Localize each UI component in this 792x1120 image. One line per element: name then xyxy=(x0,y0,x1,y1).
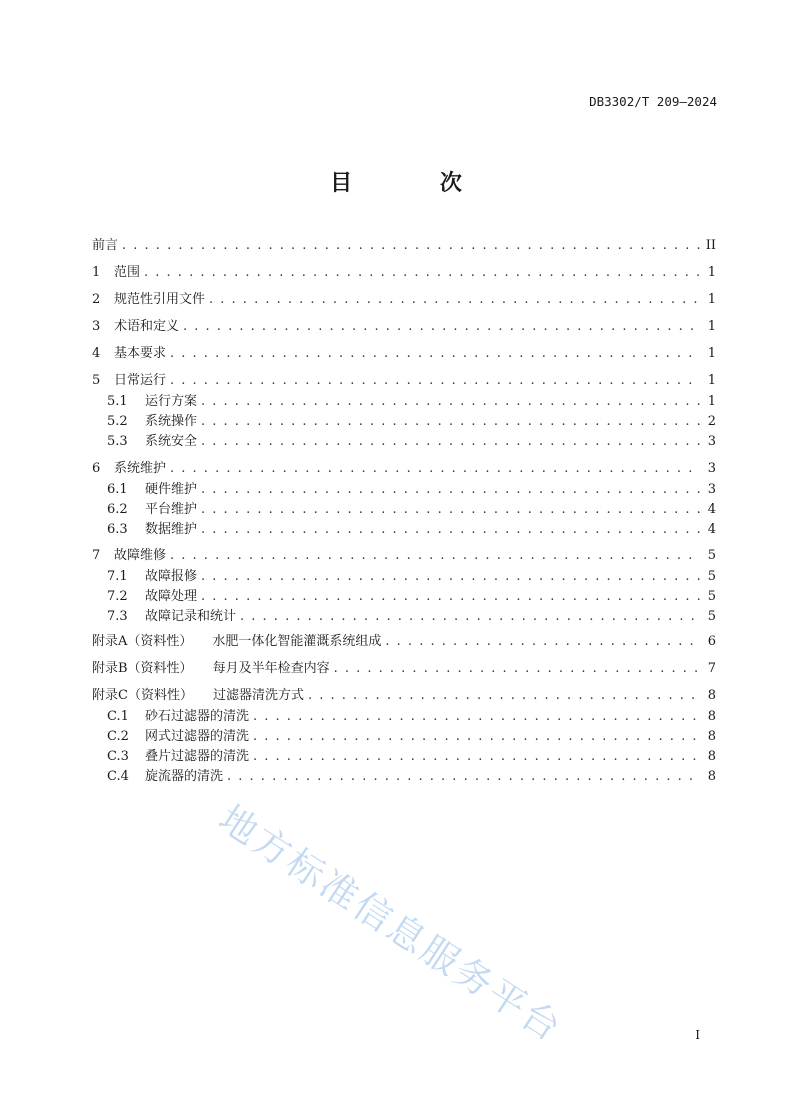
toc-entry-c-1[interactable] xyxy=(92,707,716,727)
toc-entry-foreword[interactable] xyxy=(92,236,716,256)
toc-entry-page: 8 xyxy=(707,688,716,703)
toc-entry-label: 基本要求 xyxy=(114,346,167,361)
dot-leader xyxy=(334,659,700,679)
toc-entry-number: 附录B（资料性） xyxy=(92,661,193,676)
toc-entry-number: C.4 xyxy=(107,769,129,784)
toc-entry-label: 故障记录和统计 xyxy=(145,609,237,624)
toc-entry-number: 5.3 xyxy=(107,434,128,449)
toc-entry-number: 7 xyxy=(92,548,101,563)
dot-leader xyxy=(201,520,700,540)
toc-entry-page: 8 xyxy=(707,749,716,764)
watermark: 地方标准信息服务平台 xyxy=(211,796,571,1051)
toc-entry-number: 6.2 xyxy=(107,502,128,517)
toc-entry-label: 砂石过滤器的清洗 xyxy=(145,709,250,724)
dot-leader xyxy=(253,727,700,747)
toc-entry-page: 4 xyxy=(707,522,716,537)
toc-entry-page: 1 xyxy=(707,394,716,409)
toc-entry-number: 7.2 xyxy=(107,589,128,604)
toc-entry-7-1[interactable] xyxy=(92,567,716,587)
toc-entry-page: 8 xyxy=(707,709,716,724)
toc-entry-number: 6.3 xyxy=(107,522,128,537)
toc-entry-3[interactable] xyxy=(92,317,716,337)
toc-entry-page: 1 xyxy=(707,319,716,334)
toc-entry-number: 5 xyxy=(92,373,101,388)
toc-entry-7-3[interactable] xyxy=(92,607,716,627)
toc-entry-label: 范围 xyxy=(114,265,141,280)
toc-entry-label: 系统安全 xyxy=(145,434,198,449)
toc-entry-label: 平台维护 xyxy=(145,502,198,517)
toc-entry-page: 6 xyxy=(707,634,716,649)
dot-leader xyxy=(201,392,700,412)
toc-entry-page: 5 xyxy=(707,569,716,584)
toc-entry-number: 4 xyxy=(92,346,101,361)
toc-entry-number: 5.1 xyxy=(107,394,128,409)
dot-leader xyxy=(170,344,700,364)
toc-entry-number: 6.1 xyxy=(107,482,128,497)
toc-entry-label: 运行方案 xyxy=(145,394,198,409)
toc-entry-c-4[interactable] xyxy=(92,767,716,787)
toc-entry-page: 1 xyxy=(707,373,716,388)
toc-entry-1[interactable] xyxy=(92,263,716,283)
dot-leader xyxy=(385,632,700,652)
dot-leader xyxy=(183,317,700,337)
toc-entry-number: 附录A（资料性） xyxy=(92,634,193,649)
toc-entry-number: C.1 xyxy=(107,709,129,724)
toc-entry-number: C.2 xyxy=(107,729,129,744)
toc-entry-6-2[interactable] xyxy=(92,500,716,520)
page-number: I xyxy=(695,1028,700,1042)
dot-leader xyxy=(240,607,700,627)
toc-entry-number: 2 xyxy=(92,292,101,307)
toc-entry-5-2[interactable] xyxy=(92,412,716,432)
toc-entry-label: 叠片过滤器的清洗 xyxy=(145,749,250,764)
toc-entry-appendix-c[interactable] xyxy=(92,686,716,706)
toc-entry-number: 5.2 xyxy=(107,414,128,429)
toc-entry-page: II xyxy=(705,238,716,253)
toc-entry-page: 4 xyxy=(707,502,716,517)
toc-entry-label: 日常运行 xyxy=(114,373,167,388)
toc-entry-c-2[interactable] xyxy=(92,727,716,747)
dot-leader xyxy=(201,432,700,452)
toc-entry-5-1[interactable] xyxy=(92,392,716,412)
toc-entry-label: 前言 xyxy=(92,238,119,253)
toc-entry-label: 系统操作 xyxy=(145,414,198,429)
dot-leader xyxy=(201,412,700,432)
dot-leader xyxy=(122,236,700,256)
toc-entry-page: 1 xyxy=(707,292,716,307)
toc-entry-page: 5 xyxy=(707,548,716,563)
dot-leader xyxy=(209,290,700,310)
toc-entry-7[interactable] xyxy=(92,546,716,566)
toc-entry-appendix-b[interactable] xyxy=(92,659,716,679)
toc-entry-page: 5 xyxy=(707,609,716,624)
toc-entry-label: 过滤器清洗方式 xyxy=(212,688,304,703)
dot-leader xyxy=(170,371,700,391)
toc-entry-number: C.3 xyxy=(107,749,129,764)
dot-leader xyxy=(201,567,700,587)
dot-leader xyxy=(144,263,700,283)
toc-entry-label: 故障维修 xyxy=(114,548,167,563)
toc-entry-label: 系统维护 xyxy=(114,461,167,476)
toc-entry-number: 1 xyxy=(92,265,101,280)
toc-entry-number: 7.1 xyxy=(107,569,128,584)
toc-entry-6[interactable] xyxy=(92,459,716,479)
toc-entry-page: 3 xyxy=(707,461,716,476)
toc-entry-label: 故障处理 xyxy=(145,589,198,604)
toc-entry-c-3[interactable] xyxy=(92,747,716,767)
toc-entry-number: 3 xyxy=(92,319,101,334)
toc-entry-page: 8 xyxy=(707,769,716,784)
toc-entry-label: 规范性引用文件 xyxy=(114,292,206,307)
dot-leader xyxy=(253,747,700,767)
dot-leader xyxy=(308,686,700,706)
dot-leader xyxy=(201,480,700,500)
toc-entry-page: 3 xyxy=(707,434,716,449)
page-title: 目 次 xyxy=(330,171,502,196)
dot-leader xyxy=(253,707,700,727)
toc-entry-page: 5 xyxy=(707,589,716,604)
toc-entry-7-2[interactable] xyxy=(92,587,716,607)
toc-entry-label: 故障报修 xyxy=(145,569,198,584)
toc-entry-label: 数据维护 xyxy=(145,522,198,537)
toc-entry-number: 6 xyxy=(92,461,101,476)
toc-entry-page: 3 xyxy=(707,482,716,497)
toc-entry-page: 1 xyxy=(707,265,716,280)
toc-entry-label: 术语和定义 xyxy=(114,319,180,334)
toc-entry-appendix-a[interactable] xyxy=(92,632,716,652)
toc-entry-label: 网式过滤器的清洗 xyxy=(145,729,250,744)
toc-entry-5[interactable] xyxy=(92,371,716,391)
dot-leader xyxy=(170,546,700,566)
dot-leader xyxy=(201,587,700,607)
toc-entry-page: 7 xyxy=(707,661,716,676)
toc-entry-number: 7.3 xyxy=(107,609,128,624)
toc-entry-page: 2 xyxy=(707,414,716,429)
toc-entry-label: 每月及半年检查内容 xyxy=(212,661,330,676)
toc-entry-5-3[interactable] xyxy=(92,432,716,452)
document-code: DB3302/T 209—2024 xyxy=(589,94,717,109)
toc-entry-label: 硬件维护 xyxy=(145,482,198,497)
toc-entry-2[interactable] xyxy=(92,290,716,310)
toc-entry-number: 附录C（资料性） xyxy=(92,688,193,703)
dot-leader xyxy=(227,767,700,787)
toc-entry-page: 1 xyxy=(707,346,716,361)
toc-entry-page: 8 xyxy=(707,729,716,744)
toc-entry-label: 旋流器的清洗 xyxy=(145,769,224,784)
toc-entry-6-1[interactable] xyxy=(92,480,716,500)
dot-leader xyxy=(170,459,700,479)
toc-entry-label: 水肥一体化智能灌溉系统组成 xyxy=(212,634,382,649)
toc-entry-6-3[interactable] xyxy=(92,520,716,540)
dot-leader xyxy=(201,500,700,520)
toc-entry-4[interactable] xyxy=(92,344,716,364)
